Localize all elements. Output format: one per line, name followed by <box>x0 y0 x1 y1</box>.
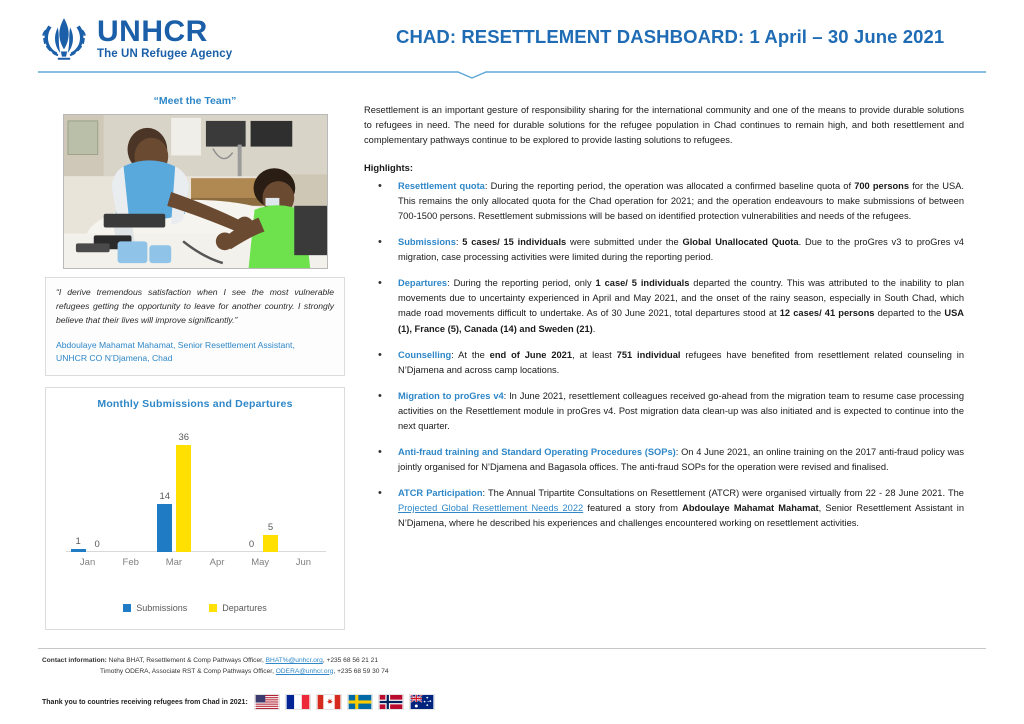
x-tick-label: Apr <box>209 557 225 569</box>
main-content <box>364 103 964 542</box>
flag-united-states-icon <box>254 694 280 710</box>
bar-submissions <box>157 504 172 552</box>
contact-label: Contact information: <box>42 657 107 664</box>
bar-value-label: 14 <box>159 490 171 502</box>
bullet-emphasis: 700 persons <box>854 181 910 192</box>
country-flags <box>254 694 435 710</box>
bullet-emphasis: USA (1), France (5), Canada (14) and Sweden (21) <box>398 308 964 334</box>
bullet-heading: ATCR Participation <box>398 487 483 498</box>
bar-slot-submissions <box>287 422 302 552</box>
chart-group-may <box>239 422 282 552</box>
legend-swatch-icon <box>209 604 217 612</box>
bullet-text: departed to the <box>874 308 945 319</box>
logo-tagline: The UN Refugee Agency <box>97 48 233 61</box>
bullet-text: departed the country. This was attributed to the inability to plan movements due to uncertainty experienced in April and May 2021, and the onset of the rainy season, especially in South Chad, which made road movements difficult to undertake. As of 30 June 2021, total departures stood at <box>398 278 964 319</box>
list-item <box>364 348 964 378</box>
bullet-text: , at least <box>572 349 617 360</box>
footer-divider <box>38 648 986 649</box>
quote-attribution-line1: Abdoulaye Mahamat Mahamat, Senior Resettlement Assistant, <box>56 339 295 350</box>
list-item <box>364 389 964 434</box>
bar-departures <box>263 535 278 552</box>
quote-attribution <box>56 339 334 366</box>
team-photo <box>63 114 328 269</box>
chart-group-jun <box>283 422 326 552</box>
bar-value-label: 5 <box>267 521 274 533</box>
legend-label: Submissions <box>136 603 188 614</box>
chart-group-apr <box>196 422 239 552</box>
contact-information <box>42 656 642 677</box>
left-sidebar <box>40 95 350 630</box>
contact-phone-1: , +235 68 56 21 21 <box>322 657 378 664</box>
flag-sweden-icon <box>347 694 373 710</box>
highlights-heading: Highlights: <box>364 162 413 174</box>
bullet-text: : During the reporting period, the operation was allocated a confirmed baseline quota of <box>484 181 855 192</box>
bar-value-label: 0 <box>94 538 100 550</box>
bar-slot-submissions <box>157 422 172 552</box>
bullet-text: for the USA. This remains the only allocated quota for the Chad operation for 2021; and the operation endeavours to make submissions of between 700-1500 persons. Resettlement submissions will be based on identified protection vulnerabilities and needs of the refugees. <box>398 181 964 222</box>
quote-attribution-line2: UNHCR CO N’Djamena, Chad <box>56 353 173 364</box>
bullet-emphasis: 1 case/ 5 individuals <box>595 278 690 289</box>
bar-slot-departures <box>133 422 148 552</box>
contact-email-1-link[interactable]: BHAT%@unhcr.org <box>265 657 323 664</box>
bullet-heading: Anti-fraud training and Standard Operating Procedures (SOPs) <box>398 446 676 457</box>
chart-x-tick-labels <box>66 552 326 572</box>
highlights-list <box>364 179 964 531</box>
bullet-emphasis: 12 cases/ 41 persons <box>779 308 875 319</box>
unhcr-emblem-icon <box>38 14 90 64</box>
intro-paragraph: Resettlement is an important gesture of responsibility sharing for the international community and one of the means to provide durable solutions to refugees in need. The need for durable solutions for the refugee population in Chad continues to remain high, and both resettlement and complementary pathways continue to be explored to provide lasting solutions to refugees. <box>364 105 964 146</box>
bar-slot-departures <box>306 422 321 552</box>
flag-canada-icon <box>316 694 342 710</box>
x-tick-label: Jun <box>295 557 312 569</box>
bar-slot-departures <box>90 422 105 552</box>
bullet-text: : The Annual Tripartite Consultations on Resettlement (ATCR) were organised virtually from 22 - 28 June 2021. The <box>482 487 964 498</box>
bullet-heading: Resettlement quota <box>398 181 485 192</box>
monthly-chart-card <box>45 387 345 630</box>
bullet-emphasis: 5 cases/ 15 individuals <box>462 237 567 248</box>
legend-item-submissions <box>123 603 187 613</box>
bar-slot-submissions <box>71 422 86 552</box>
bullet-emphasis: 751 individual <box>616 349 681 360</box>
bullet-text: , Senior Resettlement Assistant in N’Djamena, where he described his experiences and challenges encountered working on resettlement activities. <box>398 502 964 528</box>
thank-you-countries <box>42 694 435 710</box>
list-item <box>364 179 964 224</box>
chart-title: Monthly Submissions and Departures <box>97 398 293 411</box>
chart-group-mar <box>153 422 196 552</box>
bullet-emphasis: end of June 2021 <box>489 349 573 360</box>
bar-slot-submissions <box>114 422 129 552</box>
bullet-text: : In June 2021, resettlement colleagues received go-ahead from the migration team to resume case processing activities on the Resettlement module in proGres v4. Post migration data clean-up was also initiated and is expected to continue into the next quarter. <box>398 390 964 431</box>
meet-the-team-heading: “Meet the Team” <box>153 95 237 107</box>
legend-item-departures <box>209 603 267 613</box>
bullet-emphasis: Abdoulaye Mahamat Mahamat <box>682 502 819 513</box>
header-divider <box>38 70 986 80</box>
contact-phone-2: , +235 68 59 30 74 <box>333 667 389 675</box>
contact-email-2-link[interactable]: ODERA@unhcr.org <box>275 667 334 675</box>
bar-slot-submissions <box>201 422 216 552</box>
team-photo-image <box>64 115 327 268</box>
list-item <box>364 235 964 265</box>
list-item <box>364 445 964 475</box>
x-tick-label: Mar <box>165 557 183 569</box>
chart-legend <box>46 603 344 613</box>
projected-global-resettlement-needs-link[interactable]: Projected Global Resettlement Needs 2022 <box>398 502 584 513</box>
contact-name-2: Timothy ODERA, Associate RST & Comp Pathways Officer, <box>100 667 276 675</box>
quote-text: “I derive tremendous satisfaction when I see the most vulnerable refugees getting the opportunity to leave for another country. I strongly believe that their lives will improve significantly.” <box>56 287 334 325</box>
legend-label: Departures <box>222 603 267 614</box>
chart-bars <box>66 422 326 552</box>
bar-slot-departures <box>263 422 278 552</box>
bullet-heading: Migration to proGres v4 <box>398 390 504 401</box>
bullet-text: . Due to the proGres v3 to proGres v4 migration, case processing activities were limited during the reporting period. <box>398 237 964 263</box>
x-tick-label: Feb <box>122 557 139 569</box>
bar-departures <box>176 445 191 552</box>
bullet-heading: Submissions <box>398 237 456 248</box>
flag-australia-icon <box>409 694 435 710</box>
bullet-text: : At the <box>451 349 490 360</box>
legend-swatch-icon <box>123 604 131 612</box>
thank-you-text: Thank you to countries receiving refugees from Chad in 2021: <box>42 698 248 706</box>
contact-row-1 <box>42 656 642 667</box>
bar-slot-departures <box>176 422 191 552</box>
bullet-text: . <box>592 323 596 334</box>
chart-plot-area <box>60 422 332 572</box>
list-item <box>364 486 964 531</box>
bullet-text: were submitted under the <box>566 237 683 248</box>
unhcr-logo <box>38 14 232 64</box>
list-item <box>364 276 964 336</box>
flag-norway-icon <box>378 694 404 710</box>
contact-row-2 <box>42 667 642 678</box>
bar-slot-submissions <box>244 422 259 552</box>
bullet-text: : On 4 June 2021, an online training on the 2017 anti-fraud policy was jointly organised for N’Djamena and Bagasola offices. The anti-fraud SOPs for the operation were revised and finalised. <box>398 446 964 472</box>
bar-slot-departures <box>220 422 235 552</box>
bullet-text: : During the reporting period, only <box>447 278 596 289</box>
page-title: CHAD: RESETTLEMENT DASHBOARD: 1 April – 30 June 2021 <box>396 26 945 47</box>
bullet-heading: Departures <box>398 278 448 289</box>
flag-france-icon <box>285 694 311 710</box>
quote-card <box>45 277 345 376</box>
chart-group-jan <box>66 422 109 552</box>
page-header <box>0 0 1024 80</box>
contact-name-1: Neha BHAT, Resettlement & Comp Pathways Officer, <box>106 657 266 664</box>
x-tick-label: Jan <box>79 557 96 569</box>
bullet-text: : <box>455 237 463 248</box>
bullet-emphasis: Global Unallocated Quota <box>682 237 799 248</box>
bar-value-label: 36 <box>178 431 190 443</box>
bullet-text: featured a story from <box>583 502 683 513</box>
logo-wordmark: UNHCR <box>97 15 208 49</box>
bar-value-label: 1 <box>75 535 81 547</box>
bullet-text: refugees have benefited from resettlement related counseling in N’Djamena and across camp locations. <box>398 349 965 375</box>
bar-value-label: 0 <box>248 538 255 550</box>
chart-group-feb <box>109 422 152 552</box>
bullet-heading: Counselling <box>398 349 452 360</box>
x-tick-label: May <box>251 557 270 569</box>
